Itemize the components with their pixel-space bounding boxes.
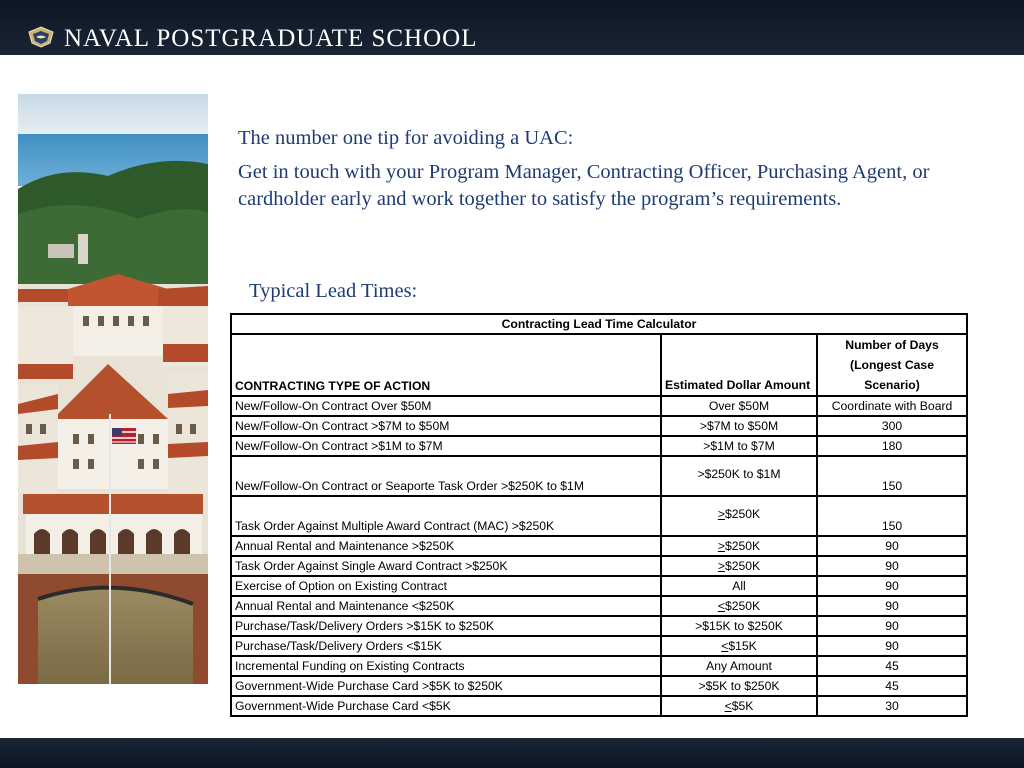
cell-days: 90 bbox=[817, 596, 967, 616]
amount-comparator: < bbox=[721, 639, 729, 653]
cell-action-type: New/Follow-On Contract or Seaporte Task Order >$250K to $1M bbox=[231, 456, 661, 496]
cell-dollar-amount bbox=[661, 636, 817, 656]
table-title: Contracting Lead Time Calculator bbox=[231, 314, 967, 334]
footer-bar bbox=[0, 738, 1024, 768]
cell-action-type: Task Order Against Single Award Contract >$250K bbox=[231, 556, 661, 576]
intro-text bbox=[238, 125, 938, 213]
column-header-type: CONTRACTING TYPE OF ACTION bbox=[231, 334, 661, 396]
table-row bbox=[231, 396, 967, 416]
table-row bbox=[231, 636, 967, 656]
table-row bbox=[231, 676, 967, 696]
cell-action-type: New/Follow-On Contract >$1M to $7M bbox=[231, 436, 661, 456]
cell-action-type: Government-Wide Purchase Card <$5K bbox=[231, 696, 661, 716]
lead-time-table bbox=[230, 313, 968, 717]
cell-action-type: Exercise of Option on Existing Contract bbox=[231, 576, 661, 596]
cell-days: 45 bbox=[817, 656, 967, 676]
nps-seal-icon bbox=[28, 26, 54, 48]
cell-action-type: New/Follow-On Contract >$7M to $50M bbox=[231, 416, 661, 436]
column-header-days: Number of Days (Longest Case Scenario) bbox=[817, 334, 967, 396]
cell-dollar-amount bbox=[661, 676, 817, 696]
amount-value: Over $50M bbox=[708, 399, 770, 413]
table-row bbox=[231, 616, 967, 636]
amount-value: $250K bbox=[724, 507, 761, 521]
cell-dollar-amount bbox=[661, 696, 817, 716]
table-row bbox=[231, 556, 967, 576]
tip-body: Get in touch with your Program Manager, Contracting Officer, Purchasing Agent, or cardholder early and work together to satisfy the program’s requirements. bbox=[238, 161, 930, 210]
cell-days: Coordinate with Board bbox=[817, 396, 967, 416]
table-row bbox=[231, 576, 967, 596]
amount-value: >$5K to $250K bbox=[698, 679, 780, 693]
cell-dollar-amount bbox=[661, 556, 817, 576]
cell-action-type: Annual Rental and Maintenance >$250K bbox=[231, 536, 661, 556]
amount-value: >$1M to $7M bbox=[703, 439, 775, 453]
table-row bbox=[231, 416, 967, 436]
table-row bbox=[231, 656, 967, 676]
cell-dollar-amount bbox=[661, 616, 817, 636]
cell-dollar-amount bbox=[661, 536, 817, 556]
table-body bbox=[231, 396, 967, 716]
cell-action-type: Task Order Against Multiple Award Contract (MAC) >$250K bbox=[231, 496, 661, 536]
amount-value: Any Amount bbox=[706, 659, 772, 673]
cell-days: 150 bbox=[817, 456, 967, 496]
amount-comparator: > bbox=[717, 539, 725, 553]
table-row bbox=[231, 696, 967, 716]
table-row bbox=[231, 536, 967, 556]
cell-days: 150 bbox=[817, 496, 967, 536]
amount-value: $250K bbox=[724, 539, 761, 553]
amount-value: All bbox=[732, 579, 746, 593]
cell-days: 90 bbox=[817, 616, 967, 636]
cell-dollar-amount bbox=[661, 416, 817, 436]
table-row bbox=[231, 436, 967, 456]
amount-comparator: < bbox=[724, 699, 732, 713]
amount-value: $250K bbox=[724, 599, 761, 613]
cell-days: 45 bbox=[817, 676, 967, 696]
school-name: NAVAL POSTGRADUATE SCHOOL bbox=[64, 25, 478, 52]
amount-comparator: < bbox=[717, 599, 725, 613]
table-row bbox=[231, 496, 967, 536]
cell-action-type: Government-Wide Purchase Card >$5K to $250K bbox=[231, 676, 661, 696]
cell-dollar-amount bbox=[661, 576, 817, 596]
cell-days: 90 bbox=[817, 636, 967, 656]
cell-days: 30 bbox=[817, 696, 967, 716]
cell-days: 90 bbox=[817, 556, 967, 576]
cell-dollar-amount bbox=[661, 436, 817, 456]
amount-value: $250K bbox=[724, 559, 761, 573]
tip-heading: The number one tip for avoiding a UAC: bbox=[238, 127, 574, 149]
column-header-amount: Estimated Dollar Amount bbox=[661, 334, 817, 396]
cell-days: 90 bbox=[817, 576, 967, 596]
amount-value: $15K bbox=[728, 639, 757, 653]
cell-dollar-amount bbox=[661, 656, 817, 676]
cell-dollar-amount bbox=[661, 496, 817, 536]
amount-value: >$250K to $1M bbox=[697, 467, 781, 481]
cell-days: 300 bbox=[817, 416, 967, 436]
cell-dollar-amount bbox=[661, 596, 817, 616]
cell-days: 90 bbox=[817, 536, 967, 556]
cell-dollar-amount bbox=[661, 396, 817, 416]
campus-photo bbox=[18, 94, 208, 684]
amount-value: $5K bbox=[731, 699, 754, 713]
amount-value: >$15K to $250K bbox=[695, 619, 783, 633]
amount-comparator: > bbox=[717, 559, 725, 573]
cell-days: 180 bbox=[817, 436, 967, 456]
header-bar bbox=[0, 0, 1024, 55]
cell-action-type: Purchase/Task/Delivery Orders <$15K bbox=[231, 636, 661, 656]
lead-times-heading: Typical Lead Times: bbox=[249, 280, 418, 302]
cell-action-type: New/Follow-On Contract Over $50M bbox=[231, 396, 661, 416]
table-row bbox=[231, 596, 967, 616]
cell-dollar-amount bbox=[661, 456, 817, 496]
cell-action-type: Purchase/Task/Delivery Orders >$15K to $250K bbox=[231, 616, 661, 636]
amount-comparator: > bbox=[717, 507, 725, 521]
amount-value: >$7M to $50M bbox=[699, 419, 779, 433]
table-row bbox=[231, 456, 967, 496]
cell-action-type: Annual Rental and Maintenance <$250K bbox=[231, 596, 661, 616]
cell-action-type: Incremental Funding on Existing Contracts bbox=[231, 656, 661, 676]
